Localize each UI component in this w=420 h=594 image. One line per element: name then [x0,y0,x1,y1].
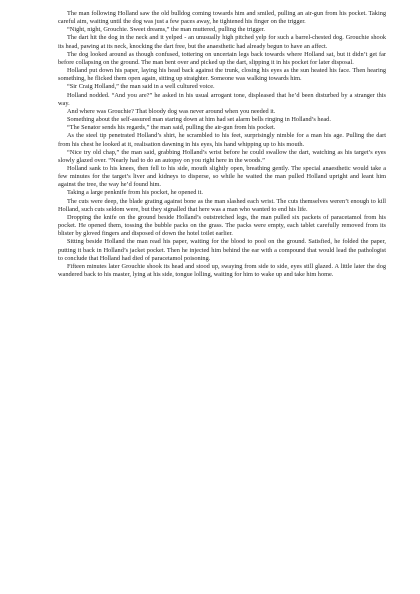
paragraph: Holland nodded. “And you are?” he asked in his usual arrogant tone, displeased that he’d been disturbed by a stranger this way. [58,91,386,107]
paragraph: Dropping the knife on the ground beside Holland’s outstretched legs, the man pulled six packets of paracetamol from his pocket. He opened them, tossing the bubble packs on the grass. The packs were empty, each tablet carefully removed from its blister by gloved fingers and disposed of down the hotel toilet earlier. [58,213,386,238]
paragraph: Taking a large penknife from his pocket, he opened it. [67,189,204,197]
paragraph: “Night, night, Grouchie. Sweet dreams,” the man muttered, pulling the trigger. [67,26,265,34]
paragraph: The dog looked around as though confused, tottering on uncertain legs back towards where Holland sat, but it didn’t get far before collapsing on the ground. The man bent over and picked up the dart, slipping it in his pocket for later disposal. [58,50,386,66]
story-text [58,10,386,279]
paragraph: The dart hit the dog in the neck and it yelped - an unusually high pitched yelp for such a barrel-chested dog. Grouchie shook its head, pawing at its neck, knocking the dart free, but the anaesthetic had already begun to have an affect. [58,34,386,50]
paragraph: Holland put down his paper, laying his head back against the trunk, closing his eyes as the sun heated his face. Then hearing something, he flicked them open again, sitting up straighter. Someone was walking towards him. [58,67,386,83]
paragraph: Sitting beside Holland the man read his paper, waiting for the blood to pool on the ground. Satisfied, he folded the paper, putting it back in Holland’s jacket pocket. Then he injected him behind the ear with a compound that would lead the pathologist to conclude that Holland had died of paracetamol poisoning. [58,238,386,262]
paragraph: Holland sank to his knees, then fell to his side, mouth slightly open, breathing gently. The special anaesthetic would take a few minutes for the target’s liver and kidneys to disperse, so while he waited the man pulled Holland upright and leant him against the tree, the way he’d found him. [58,164,386,189]
paragraph: Something about the self-assured man staring down at him had set alarm bells ringing in Holland’s head. [67,116,331,124]
paragraph: As the steel tip penetrated Holland’s shirt, he scrambled to his feet, surprisingly nimble for a man his age. Pulling the dart from his chest he looked at it, realisation dawning in his eyes, his hand whipping up to his mouth. [58,132,386,148]
paragraph: Fifteen minutes later Grouchie shook its head and stood up, swaying from side to side, eyes still glazed. A little later the dog wandered back to his master, lying at his side, tongue lolling, waiting for him to wake up and take him home. [58,262,386,278]
paragraph: The man following Holland saw the old bulldog coming towards him and smiled, pulling an air-gun from his pocket. Taking careful aim, waiting until the dog was just a few paces away, he tightened his finger on the trigger. [58,10,386,26]
paragraph: “Nice try old chap,” the man said, grabbing Holland’s wrist before he could swallow the dart, watching as his target’s eyes slowly glazed over. “Nearly had to do an autopsy on you right here in the woods.” [58,148,386,164]
paragraph: And where was Grouchie? That bloody dog was never around when you needed it. [67,107,276,115]
paragraph: “The Senator sends his regards,” the man said, pulling the air-gun from his pocket. [67,124,276,132]
paragraph: “Sir Craig Holland,” the man said in a well cultured voice. [67,83,215,91]
paragraph: The cuts were deep, the blade grating against bone as the man slashed each wrist. The cuts themselves weren’t enough to kill Holland, such cuts seldom were, but they signalled that here was a man who wanted to end his life. [58,197,386,213]
